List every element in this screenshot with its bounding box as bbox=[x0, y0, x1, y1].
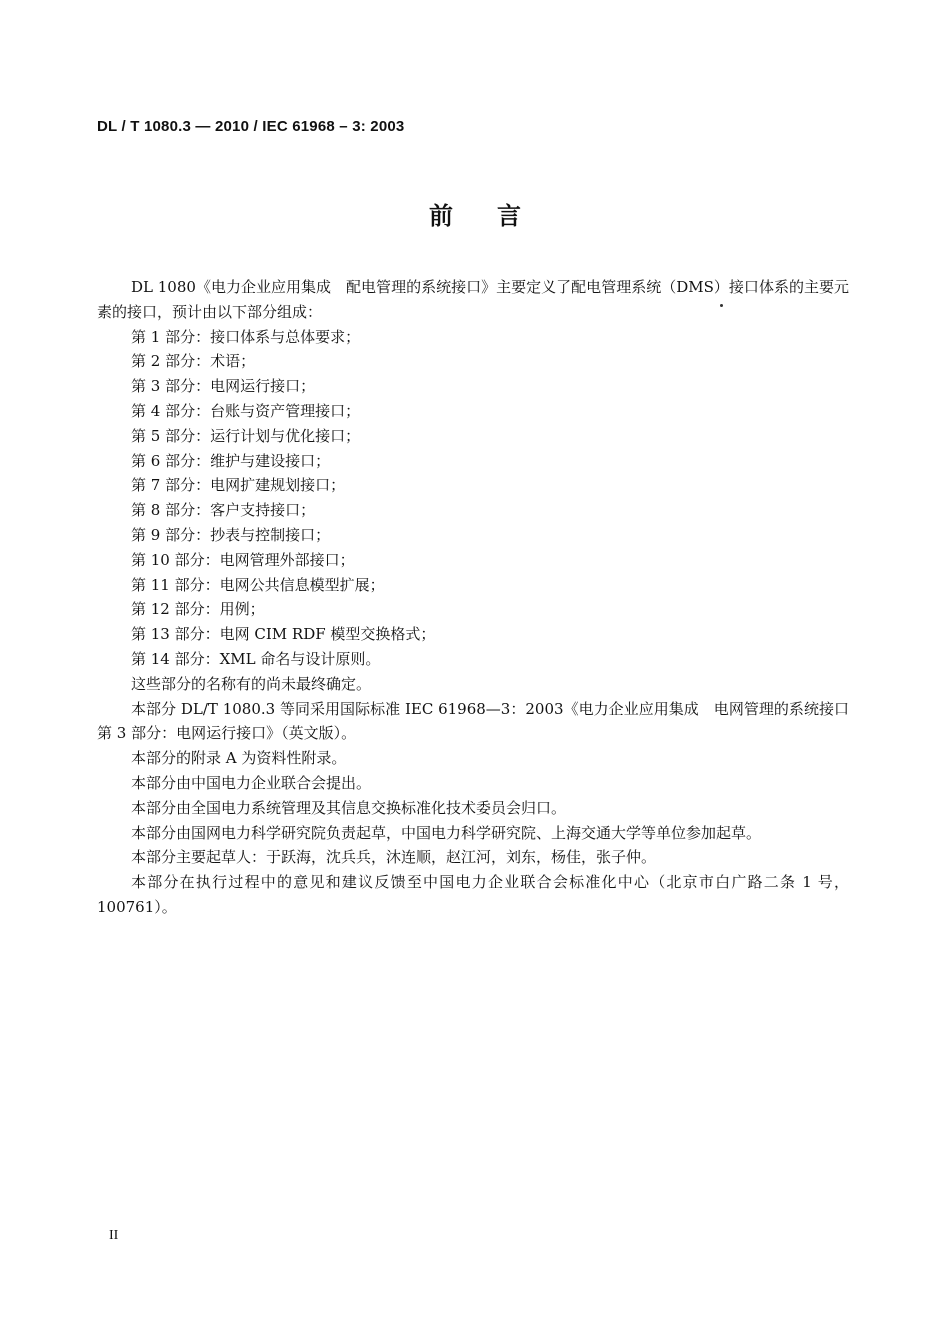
page-title bbox=[0, 196, 950, 231]
part-item: 第 10 部分：电网管理外部接口； bbox=[131, 550, 355, 569]
names-note-paragraph: 这些部分的名称有的尚未最终确定。 bbox=[131, 674, 372, 693]
part-item: 第 13 部分：电网 CIM RDF 模型交换格式； bbox=[131, 625, 436, 644]
adoption-paragraph: 本部分 DL/T 1080.3 等同采用国际标准 IEC 61968—3：2003《电力企业应用集成 电网管理的系统接口 第 3 部分：电网运行接口》（英文版）。 bbox=[97, 699, 865, 743]
part-item: 第 6 部分：维护与建设接口； bbox=[131, 451, 331, 470]
part-item: 第 11 部分：电网公共信息模型扩展； bbox=[131, 575, 385, 594]
part-item: 第 8 部分：客户支持接口； bbox=[131, 501, 316, 520]
part-item: 第 12 部分：用例； bbox=[131, 600, 265, 619]
centralized-by-paragraph: 本部分由全国电力系统管理及其信息交换标准化技术委员会归口。 bbox=[131, 798, 567, 817]
standard-code-header: DL / T 1080.3 — 2010 / IEC 61968 – 3: 2003 bbox=[97, 118, 405, 135]
feedback-paragraph: 本部分在执行过程中的意见和建议反馈至中国电力企业联合会标准化中心（北京市白广路二条 1 号，100761）。 bbox=[97, 873, 849, 916]
part-item: 第 3 部分：电网运行接口； bbox=[131, 377, 316, 396]
intro-paragraph: DL 1080《电力企业应用集成 配电管理的系统接口》主要定义了配电管理系统（DMS）接口体系的主要元素的接口，预计由以下部分组成： bbox=[97, 278, 849, 321]
part-item: 第 14 部分：XML 命名与设计原则。 bbox=[131, 649, 381, 668]
part-item: 第 2 部分：术语； bbox=[131, 352, 256, 371]
title-char-2: 言 bbox=[497, 202, 521, 230]
part-item: 第 5 部分：运行计划与优化接口； bbox=[131, 426, 361, 445]
part-item: 第 7 部分：电网扩建规划接口； bbox=[131, 476, 346, 495]
annex-paragraph: 本部分的附录 A 为资料性附录。 bbox=[131, 749, 347, 768]
part-item: 第 4 部分：台账与资产管理接口； bbox=[131, 401, 361, 420]
drafters-paragraph: 本部分主要起草人：于跃海，沈兵兵，沐连顺，赵江河，刘东，杨佳，张子仲。 bbox=[131, 848, 657, 867]
part-item: 第 9 部分：抄表与控制接口； bbox=[131, 525, 331, 544]
drafted-by-paragraph: 本部分由国网电力科学研究院负责起草，中国电力科学研究院、上海交通大学等单位参加起草。 bbox=[131, 823, 762, 842]
foreword-body bbox=[97, 275, 865, 920]
part-item: 第 1 部分：接口体系与总体要求； bbox=[131, 327, 361, 346]
title-char-1: 前 bbox=[429, 202, 453, 230]
page-number: II bbox=[109, 1228, 119, 1243]
proposed-by-paragraph: 本部分由中国电力企业联合会提出。 bbox=[131, 773, 372, 792]
